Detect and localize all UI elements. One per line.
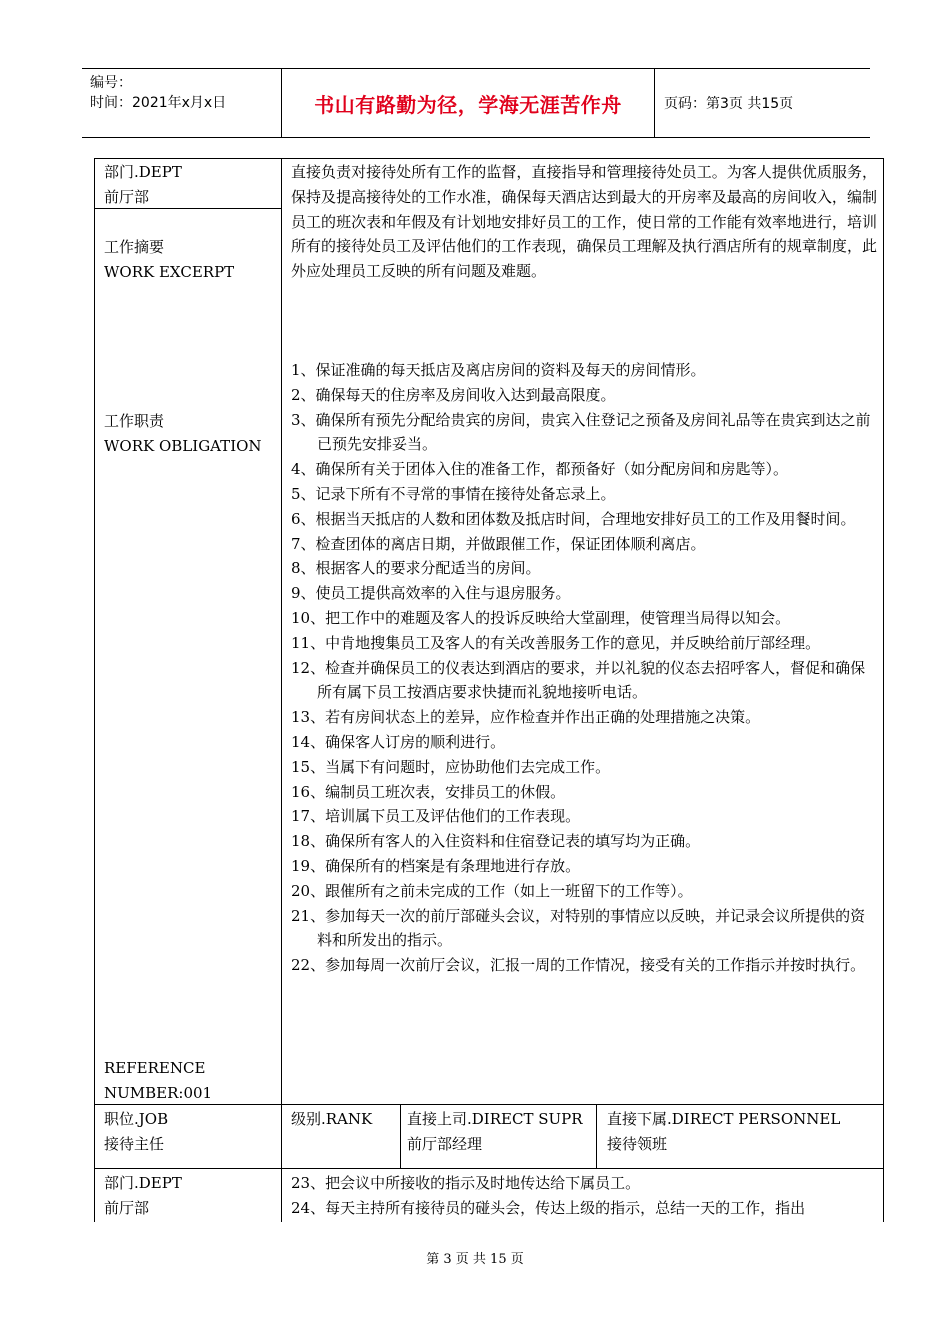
dept-cell-2 <box>104 1171 279 1221</box>
dept-label: 部门.DEPT <box>104 163 182 181</box>
duty-item: 24、每天主持所有接待员的碰头会，传达上级的指示，总结一天的工作，指出 <box>291 1198 806 1217</box>
page-footer: 第 3 页 共 15 页 <box>426 1252 524 1267</box>
job-label: 职位.JOB <box>104 1110 169 1128</box>
obligation-label-en: WORK OBLIGATION <box>104 436 262 455</box>
header-motto: 书山有路勤为径，学海无涯苦作舟 <box>314 92 622 117</box>
duty-item: 19、确保所有的档案是有条理地进行存放。 <box>291 856 581 875</box>
duty-item: 18、确保所有客人的入住资料和住宿登记表的填写均为正确。 <box>291 832 701 851</box>
job-cell <box>104 1107 279 1157</box>
duty-item: 14、确保客人订房的顺利进行。 <box>291 732 506 751</box>
reference-number: NUMBER:001 <box>104 1083 213 1102</box>
column-divider <box>281 158 282 1222</box>
rank-label: 级别.RANK <box>291 1110 373 1128</box>
duty-item: 13、若有房间状态上的差异，应作检查并作出正确的处理措施之决策。 <box>291 708 761 727</box>
table-border-top <box>94 158 884 159</box>
duty-item: 20、跟催所有之前未完成的工作（如上一班留下的工作等）。 <box>291 881 693 900</box>
supervisor-label: 直接上司.DIRECT SUPR <box>407 1110 583 1128</box>
supervisor-value: 前厅部经理 <box>407 1134 483 1153</box>
duty-item: 3、确保所有预先分配给贵宾的房间，贵宾入住登记之预备及房间礼品等在贵宾到达之前已预先安排妥当。 <box>291 410 871 454</box>
job-description-table <box>94 158 884 1222</box>
duty-item: 7、检查团体的离店日期，并做跟催工作，保证团体顺利离店。 <box>291 534 706 553</box>
duty-item: 12、检查并确保员工的仪表达到酒店的要求，并以礼貌的仪态去招呼客人，督促和确保所有属下员工按酒店要求快捷而礼貌地接听电话。 <box>291 658 866 702</box>
obligation-label-cell <box>104 409 279 459</box>
supervisor-cell <box>407 1107 593 1157</box>
dept-value: 前厅部 <box>104 187 150 206</box>
table-border-right <box>883 158 884 1222</box>
duty-item: 16、编制员工班次表，安排员工的休假。 <box>291 782 566 801</box>
dept-value: 前厅部 <box>104 1198 150 1217</box>
duty-item: 4、确保所有关于团体入住的准备工作，都预备好（如分配房间和房匙等）。 <box>291 460 789 479</box>
document-date: 时间：2021年x月x日 <box>90 95 227 111</box>
job-row-divider <box>596 1104 597 1168</box>
duty-item: 5、记录下所有不寻常的事情在接待处备忘录上。 <box>291 484 616 503</box>
dept-label: 部门.DEPT <box>104 1174 182 1192</box>
job-row-divider <box>400 1104 401 1168</box>
duty-item: 11、中肯地搜集员工及客人的有关改善服务工作的意见，并反映给前厅部经理。 <box>291 633 821 652</box>
duty-item: 9、使员工提供高效率的入住与退房服务。 <box>291 584 571 603</box>
header-divider <box>654 69 655 137</box>
duty-item: 15、当属下有问题时，应协助他们去完成工作。 <box>291 757 611 776</box>
obligation-label-cn: 工作职责 <box>104 412 165 430</box>
excerpt-label-en: WORK EXCERPT <box>104 262 235 281</box>
header-page-info: 页码：第3页 共15页 <box>664 96 794 112</box>
excerpt-label-cn: 工作摘要 <box>104 238 165 256</box>
duty-item: 17、培训属下员工及评估他们的工作表现。 <box>291 807 581 826</box>
page-header <box>82 68 870 138</box>
duty-item: 23、把会议中所接收的指示及时地传达给下属员工。 <box>291 1174 641 1192</box>
duty-item: 10、把工作中的难题及客人的投诉反映给大堂副理，使管理当局得以知会。 <box>291 608 791 627</box>
personnel-label: 直接下属.DIRECT PERSONNEL <box>607 1110 841 1128</box>
rank-cell <box>291 1107 397 1132</box>
table-border-left <box>94 158 95 1222</box>
row-divider <box>94 1168 884 1169</box>
duty-item: 21、参加每天一次的前厅部碰头会议，对特别的事情应以反映，并记录会议所提供的资料和所发出的指示。 <box>291 906 866 950</box>
job-value: 接待主任 <box>104 1134 165 1153</box>
personnel-value: 接待领班 <box>607 1134 668 1153</box>
reference-label: REFERENCE <box>104 1059 206 1077</box>
header-left <box>90 73 280 113</box>
document-number-label: 编号： <box>90 75 132 91</box>
duties-list <box>291 358 877 978</box>
duty-item: 2、确保每天的住房率及房间收入达到最高限度。 <box>291 385 616 404</box>
excerpt-label-cell <box>104 235 279 285</box>
duty-item: 6、根据当天抵店的人数和团体数及抵店时间，合理地安排好员工的工作及用餐时间。 <box>291 509 856 528</box>
duty-item: 22、参加每周一次前厅会议，汇报一周的工作情况，接受有关的工作指示并按时执行。 <box>291 956 866 975</box>
work-summary: 直接负责对接待处所有工作的监督，直接指导和管理接待处员工。为客人提供优质服务，保持及提高接待处的工作水准，确保每天酒店达到最大的开房率及最高的房间收入，编制员工的班次表和年假及有计划地安排好员工的工作，使日常的工作能有效率地进行，培训所有的接待处员工及评估他们的工作表现，确保员工理解及执行酒店所有的规章制度，此外应处理员工反映的所有问题及难题。 <box>291 163 877 281</box>
personnel-cell <box>607 1107 879 1157</box>
duty-item: 8、根据客人的要求分配适当的房间。 <box>291 559 541 578</box>
reference-cell <box>104 1056 279 1106</box>
duties-list-2 <box>291 1171 877 1221</box>
dept-cell <box>104 160 279 210</box>
duty-item: 1、保证准确的每天抵店及离店房间的资料及每天的房间情形。 <box>291 361 706 379</box>
